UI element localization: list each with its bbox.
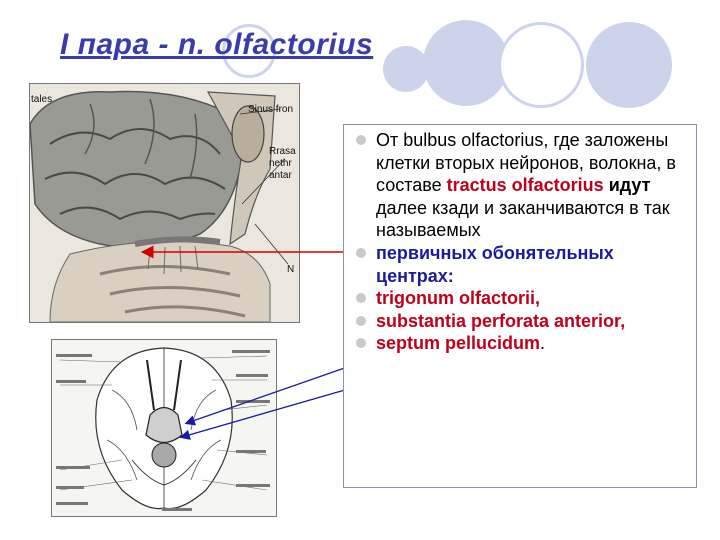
- decorative-circle: [383, 46, 429, 92]
- bullet-text: trigonum olfactorii,: [376, 288, 540, 309]
- bullet-dot-icon: [356, 135, 366, 145]
- bullet-text: идут: [608, 175, 651, 196]
- bullet-text: От bulbus olfactorius, где заложены клетки вторых нейронов, волокна, в составе: [376, 130, 676, 196]
- decorative-circle: [423, 20, 509, 106]
- bullet-text: substantia perforata anterior,: [376, 310, 626, 331]
- figure-label: Sinus fron: [248, 104, 294, 115]
- figure-label: N: [287, 264, 295, 275]
- figure-label: tales: [31, 94, 53, 105]
- decorative-circle: [498, 22, 584, 108]
- figure-label: nethr: [269, 158, 292, 169]
- slide-title: I пара - n. olfactorius: [60, 28, 374, 61]
- text-panel: [343, 124, 697, 488]
- anatomy-figure-sagittal: [29, 83, 300, 323]
- anatomy-figure-brain-base: [51, 339, 277, 517]
- bullet-text: septum pellucidum: [376, 333, 541, 354]
- figure-label: antar: [269, 170, 292, 181]
- bullet-dot-icon: [356, 316, 366, 326]
- sagittal-illustration: [30, 84, 299, 322]
- bullet-text: далее кзади и заканчиваются в так называемых: [376, 197, 670, 241]
- bullet-text: tractus olfactorius: [446, 175, 604, 196]
- bullet-item: [354, 129, 694, 242]
- decorative-circle: [586, 22, 672, 108]
- bullet-text: первичных обонятельных центрах:: [376, 242, 614, 286]
- figure-label: Rrasa: [269, 146, 296, 157]
- bullet-dot-icon: [356, 248, 366, 258]
- bullet-list: [354, 129, 694, 355]
- bullet-item: [354, 310, 694, 333]
- bullet-item: [354, 332, 694, 355]
- bullet-dot-icon: [356, 293, 366, 303]
- bullet-text: .: [540, 333, 546, 354]
- bullet-dot-icon: [356, 338, 366, 348]
- brain-base-illustration: [52, 340, 276, 516]
- bullet-item: [354, 287, 694, 310]
- bullet-item: [354, 242, 694, 287]
